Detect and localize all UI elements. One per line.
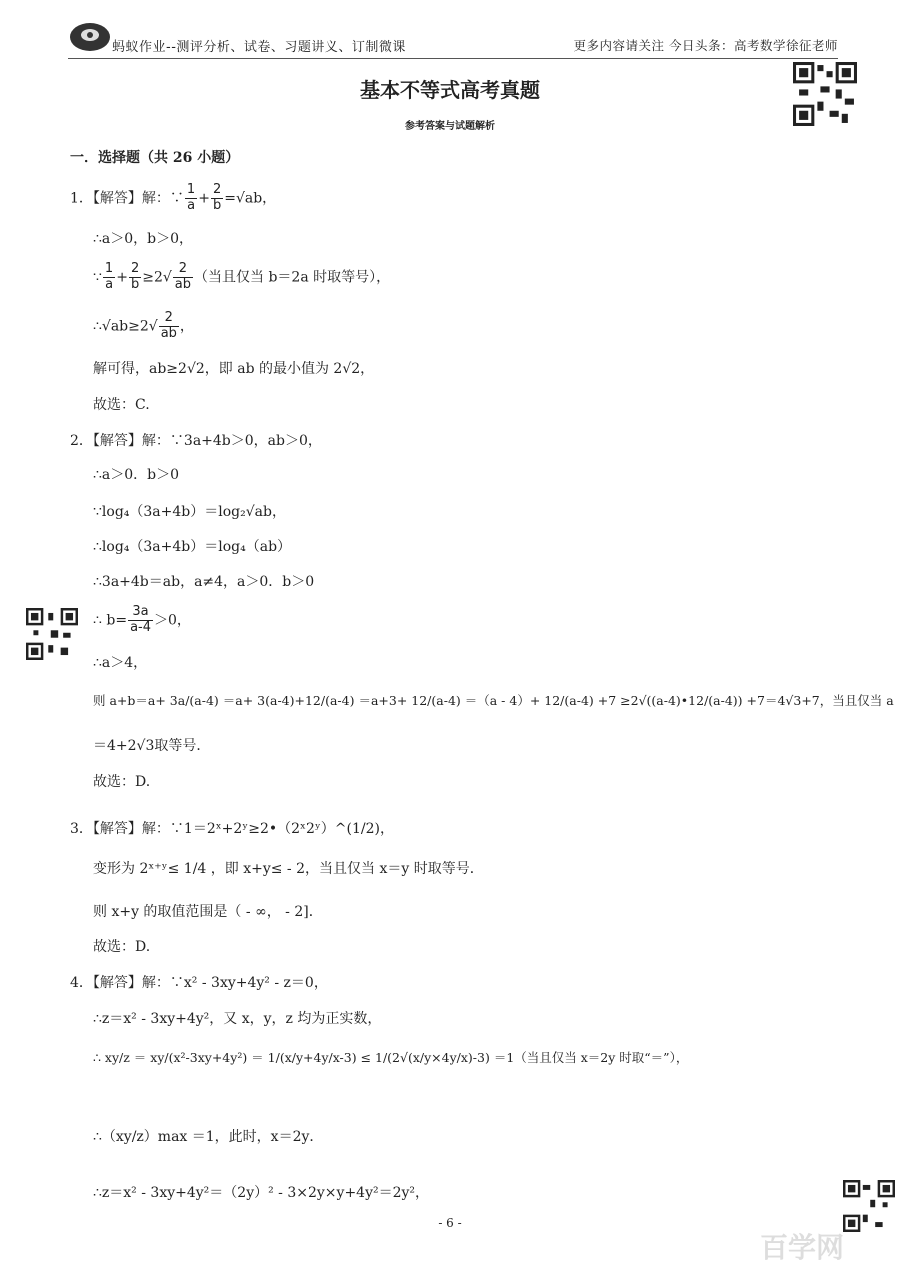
page-header — [68, 20, 838, 59]
p3-line2: 变形为 2ˣ⁺ʸ≤ 1/4 ，即 x+y≤ - 2，当且仅当 x＝y 时取等号． — [93, 861, 484, 877]
p2-line7: ∴a＞4， — [93, 655, 148, 671]
p1-answer: 故选：C. — [93, 397, 150, 413]
page-title: 基本不等式高考真题 — [360, 78, 540, 102]
p4-line3: ∴ xy/z ＝ xy/(x²-3xy+4y²) ＝ 1/(x/y+4y/x-3) ≤ 1/(2√(x/y×4y/x)-3) ＝1（当且仅当 x＝2y 时取“＝”）， — [93, 1050, 689, 1065]
p1-line1: 1．【解答】解：∵ $\frac{1}{a}$ + $\frac{2}{b}$ =√ab， — [70, 182, 277, 213]
p3-line3: 则 x+y 的取值范围是（ - ∞， - 2]． — [93, 904, 323, 920]
watermark-logo: 百学网 — [760, 1231, 845, 1264]
p4-line1: 4．【解答】解：∵x² - 3xy+4y² - z＝0， — [70, 975, 328, 991]
p2-line2: ∴a＞0．b＞0 — [93, 467, 180, 483]
section-heading: 一．选择题（共 26 小题） — [70, 150, 240, 166]
p3-answer: 故选：D. — [93, 939, 151, 955]
p1-line5: 解可得，ab≥2√2，即 ab 的最小值为 2√2， — [93, 361, 375, 377]
p2-line6: ∴ b= $\frac{3a}{a-4}$ ＞0， — [93, 604, 191, 635]
p2-line8: 则 a+b＝a+ 3a/(a-4) ＝a+ 3(a-4)+12/(a-4) ＝a+3+ 12/(a-4) ＝（a - 4）+ 12/(a-4) +7 ≥2√((a-4)•12/(a-4)) +7＝4√3+7，当且仅当 a — [93, 693, 894, 708]
header-left-text: 蚂蚁作业--测评分析、试卷、习题讲义、订制微课 — [112, 40, 406, 55]
p2-line5: ∴3a+4b＝ab，a≠4，a＞0．b＞0 — [93, 574, 315, 590]
header-right-text: 更多内容请关注 今日头条：高考数学徐征老师 — [573, 38, 838, 53]
p4-line2: ∴z＝x² - 3xy+4y²，又 x，y，z 均为正实数， — [93, 1011, 382, 1027]
ant-logo-icon — [68, 20, 112, 54]
p2-line1: 2．【解答】解：∵3a+4b＞0，ab＞0， — [70, 433, 322, 449]
p1-line3: ∵ $\frac{1}{a}$ + $\frac{2}{b}$ ≥2√ $\frac{2}{ab}$ （当且仅当 b＝2a 时取等号）， — [93, 261, 391, 292]
p2-line9: ＝4+2√3取等号． — [93, 738, 211, 754]
p2-line3: ∵log₄（3a+4b）＝log₂√ab， — [93, 504, 286, 520]
p3-line1: 3．【解答】解：∵1＝2ˣ+2ʸ≥2•（2ˣ2ʸ）^(1/2)， — [70, 821, 394, 837]
p1-line2: ∴a＞0，b＞0， — [93, 231, 194, 247]
qr-code-icon — [26, 608, 78, 660]
p1-line4: ∴√ab≥2√ $\frac{2}{ab}$ ， — [93, 310, 194, 341]
p4-line5: ∴z＝x² - 3xy+4y²＝（2y）² - 3×2y×y+4y²＝2y²， — [93, 1185, 430, 1201]
page-subtitle: 参考答案与试题解析 — [405, 121, 495, 132]
p2-answer: 故选：D. — [93, 774, 151, 790]
p2-line4: ∴log₄（3a+4b）＝log₄（ab） — [93, 539, 292, 555]
page-number: - 6 - — [438, 1216, 462, 1230]
p4-line4: ∴（xy/z）max ＝1，此时，x＝2y． — [93, 1129, 324, 1145]
